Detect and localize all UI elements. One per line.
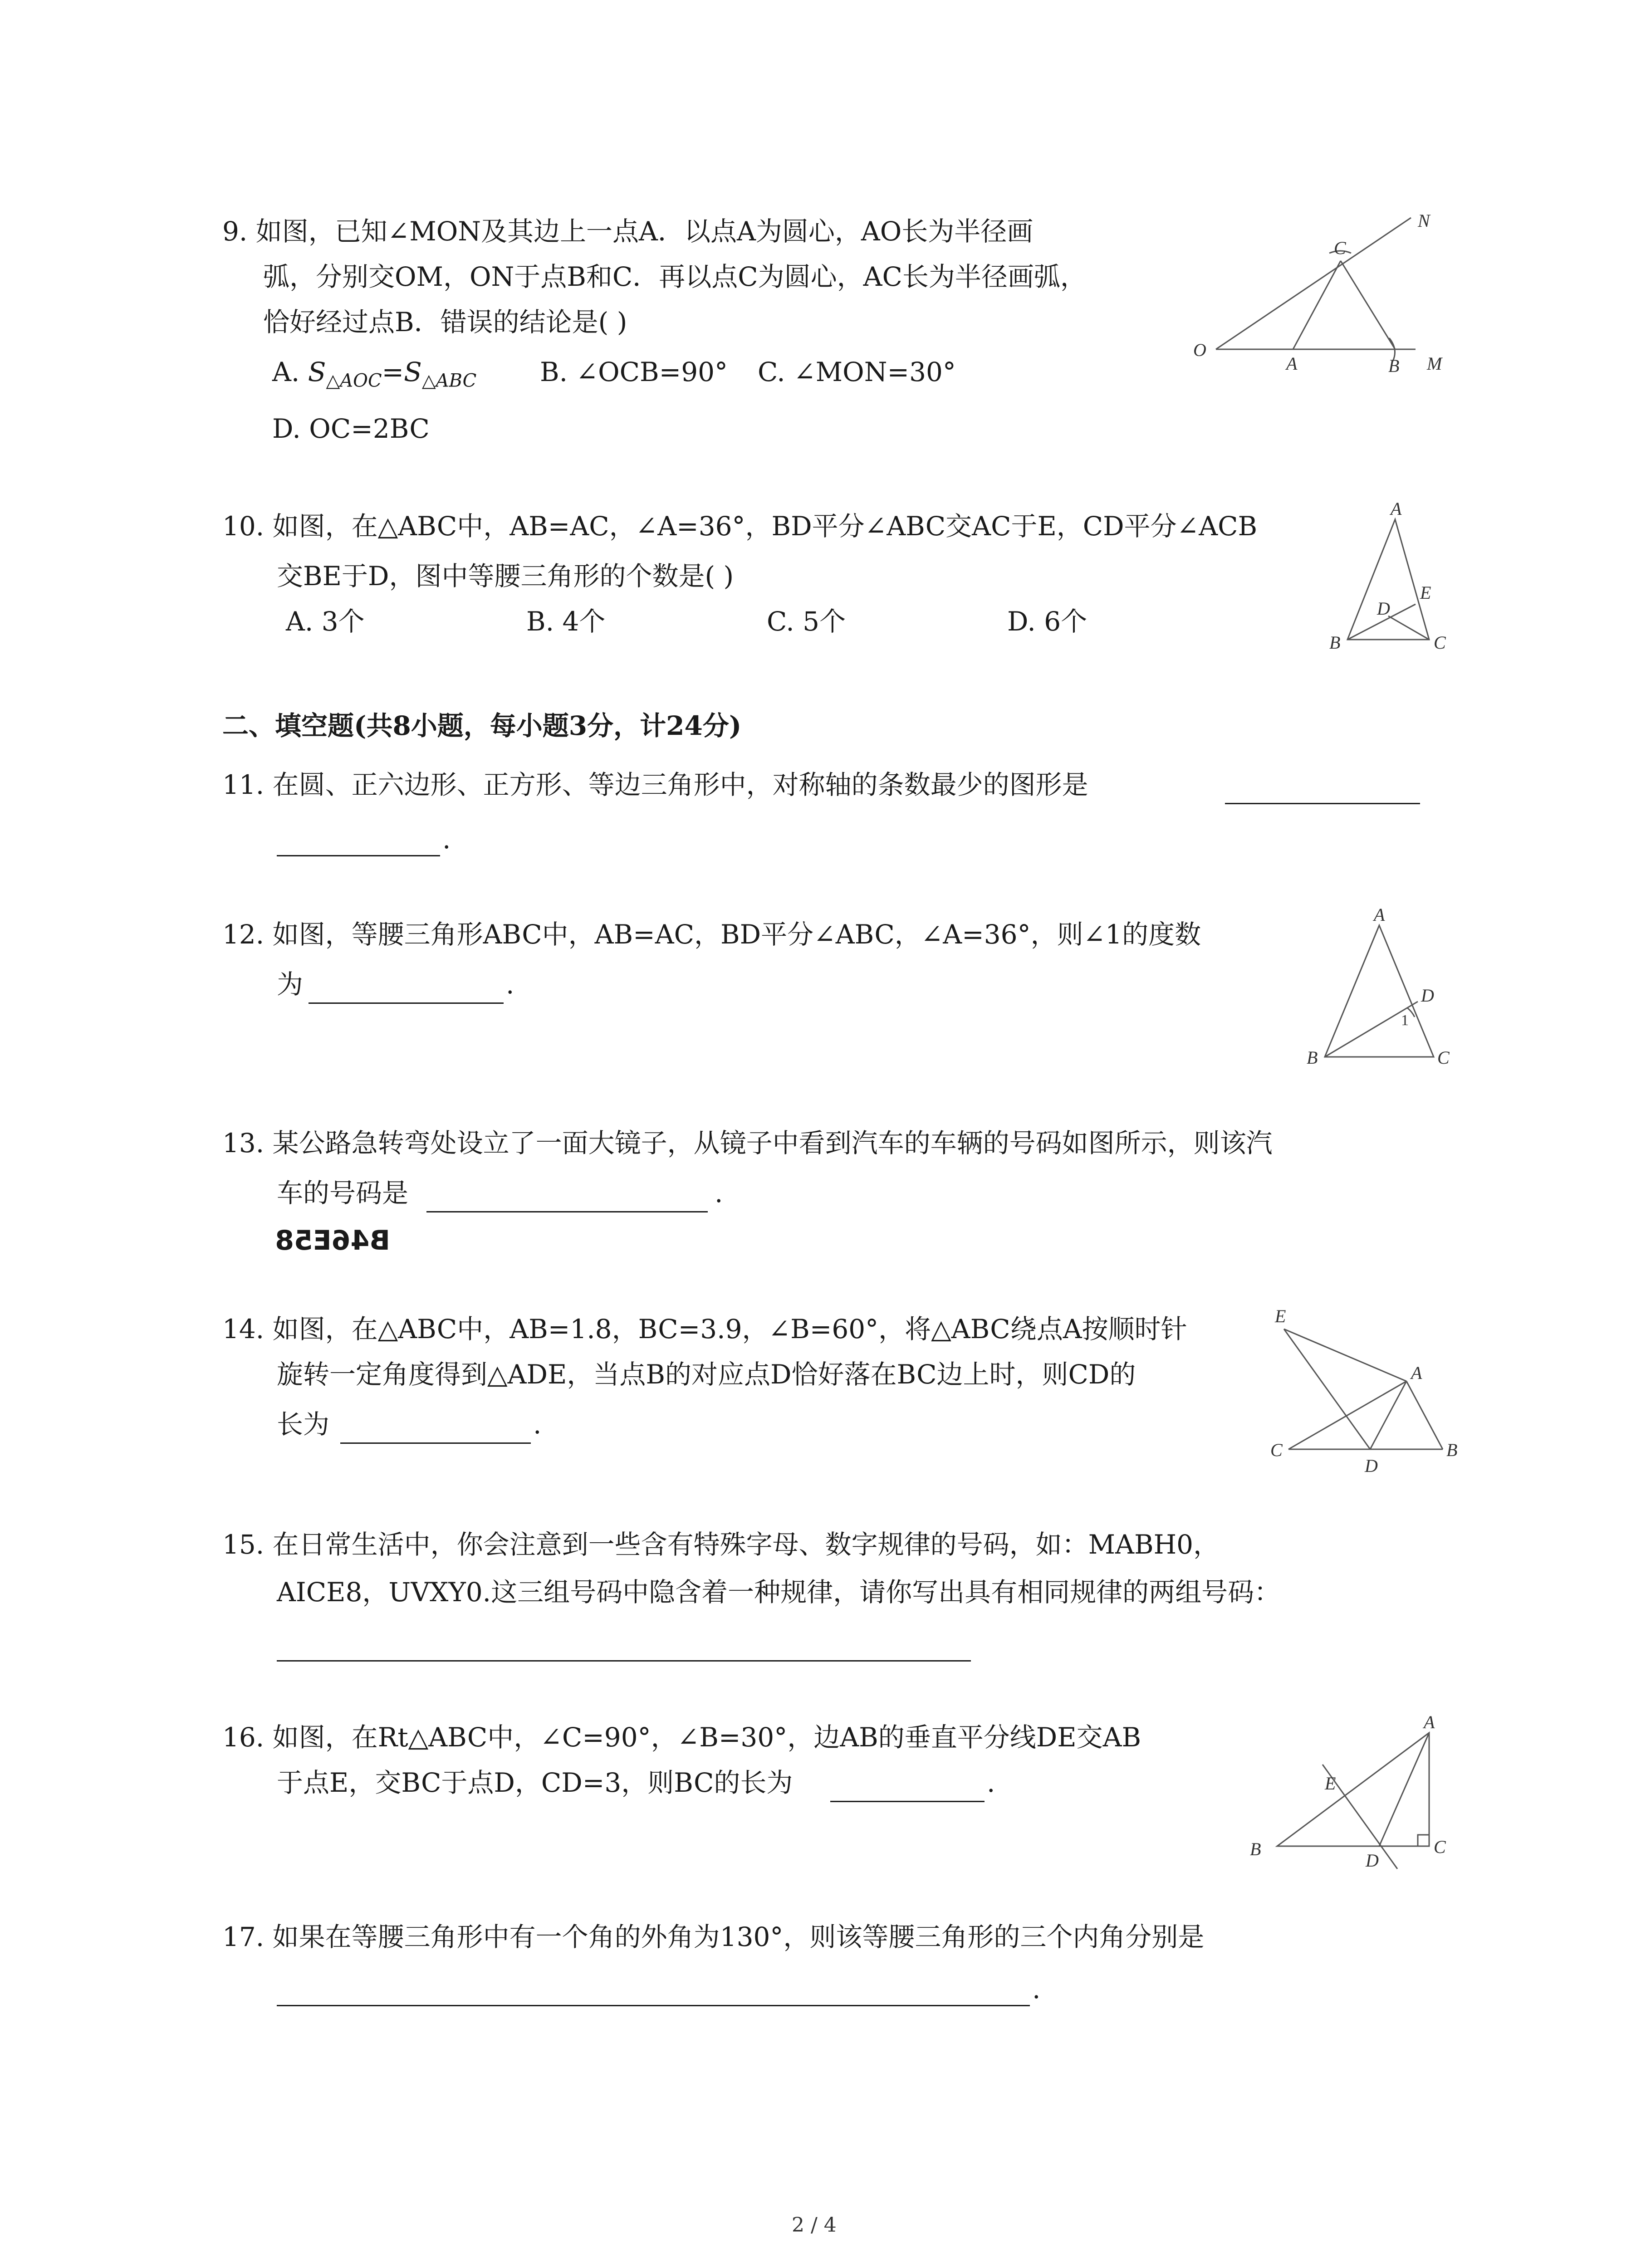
q9-line-2: 弧，分别交OM，ON于点B和C．再以点C为圆心，AC长为半径画弧， — [263, 261, 1087, 292]
q14-answer-blank[interactable] — [340, 1442, 531, 1444]
q9-option-a — [272, 354, 476, 399]
q10-figure — [1325, 499, 1461, 662]
q10-option-a: A. 3个 — [286, 606, 365, 637]
q9-option-a-prefix: A. — [272, 357, 308, 387]
q10-label-d: D — [1377, 598, 1390, 619]
q10-label-c: C — [1434, 632, 1446, 653]
q16-line-1: 16. 如图，在Rt△ABC中，∠C=90°，∠B=30°，边AB的垂直平分线DE交AB — [222, 1722, 1141, 1753]
q16-label-e: E — [1325, 1773, 1336, 1794]
q12-segment-bd — [1325, 1002, 1418, 1057]
q10-line-1: 10. 如图，在△ABC中，AB=AC，∠A=36°，BD平分∠ABC交AC于E，CD平分∠ACB — [222, 511, 1258, 542]
q13-line-2-start: 车的号码是 — [277, 1178, 409, 1208]
q12-triangle-abc — [1325, 925, 1434, 1057]
q9-option-b: B. ∠OCB=90° — [540, 357, 728, 387]
q16-right-angle-mark — [1418, 1835, 1429, 1846]
q17-line-1: 17. 如果在等腰三角形中有一个角的外角为130°，则该等腰三角形的三个内角分别是 — [222, 1921, 1205, 1952]
q11-answer-blank-1[interactable] — [1225, 803, 1420, 804]
q9-option-d: D. OC=2BC — [272, 413, 430, 444]
q10-triangle-abc — [1347, 519, 1429, 640]
q9-option-c: C. ∠MON=30° — [758, 357, 956, 387]
q14-line-2: 旋转一定角度得到△ADE，当点B的对应点D恰好落在BC边上时，则CD的 — [277, 1359, 1136, 1390]
q9-segment-ac — [1293, 261, 1341, 349]
q10-label-a: A — [1391, 499, 1402, 519]
q14-label-c: C — [1270, 1440, 1283, 1460]
q11-answer-blank-2[interactable] — [277, 855, 440, 856]
q16-label-c: C — [1434, 1837, 1446, 1857]
q12-label-angle-1: 1 — [1401, 1012, 1409, 1029]
q9-label-b: B — [1388, 356, 1400, 376]
q16-figure — [1234, 1706, 1470, 1878]
q13-answer-blank[interactable] — [426, 1211, 708, 1212]
q12-line-1: 12. 如图，等腰三角形ABC中，AB=AC，BD平分∠ABC，∠A=36°，则∠1的度数 — [222, 919, 1201, 950]
q9-line-1: 9. 如图，已知∠MON及其边上一点A．以点A为圆心，AO长为半径画 — [222, 216, 1034, 247]
q9-option-a-sub2: △ABC — [421, 370, 477, 391]
q12-label-d: D — [1421, 985, 1434, 1006]
q15-answer-blank[interactable] — [277, 1660, 971, 1662]
q12-answer-blank[interactable] — [309, 1002, 504, 1004]
q14-line-1: 14. 如图，在△ABC中，AB=1.8，BC=3.9，∠B=60°，将△ABC绕点A按顺时针 — [222, 1314, 1187, 1344]
q16-label-d: D — [1366, 1850, 1379, 1871]
q11-line-1: 11. 在圆、正六边形、正方形、等边三角形中，对称轴的条数最少的图形是 — [222, 769, 1088, 800]
q16-end-period: . — [987, 1767, 995, 1798]
q9-segment-cb — [1341, 261, 1395, 349]
q13-mirrored-plate: B46E58 — [275, 1225, 390, 1256]
q14-label-a: A — [1411, 1363, 1422, 1383]
q16-label-b: B — [1250, 1839, 1261, 1859]
q10-option-d: D. 6个 — [1007, 606, 1087, 637]
q9-label-n: N — [1418, 210, 1430, 231]
q9-option-a-s2: S — [404, 357, 422, 387]
q16-answer-blank[interactable] — [830, 1801, 985, 1802]
q14-figure — [1261, 1297, 1465, 1479]
q16-line-2-start: 于点E，交BC于点D，CD=3，则BC的长为 — [277, 1767, 793, 1798]
q12-figure — [1302, 903, 1452, 1080]
q16-triangle-abc — [1277, 1733, 1429, 1846]
q10-option-c: C. 5个 — [767, 606, 846, 637]
q12-label-b: B — [1307, 1047, 1318, 1068]
q13-line-1: 13. 某公路急转弯处设立了一面大镜子，从镜子中看到汽车的车辆的号码如图所示，则该汽 — [222, 1128, 1273, 1158]
q9-option-a-eq: = — [382, 357, 404, 387]
q10-line-2: 交BE于D，图中等腰三角形的个数是( ) — [277, 561, 734, 591]
q10-label-e: E — [1420, 582, 1431, 603]
q15-line-2: AICE8，UVXY0.这三组号码中隐含着一种规律，请你写出具有相同规律的两组号码： — [277, 1577, 1281, 1608]
q14-segment-ab — [1406, 1381, 1443, 1449]
q14-line-3-start: 长为 — [277, 1409, 330, 1440]
q12-label-c: C — [1437, 1047, 1450, 1068]
q9-label-c: C — [1334, 238, 1346, 258]
q10-label-b: B — [1329, 632, 1341, 653]
q9-option-a-sub1: △AOC — [326, 370, 382, 391]
q12-line-2-start: 为 — [277, 969, 304, 1000]
q10-option-b: B. 4个 — [526, 606, 606, 637]
q17-answer-blank[interactable] — [277, 2005, 1030, 2006]
q9-line-3: 恰好经过点B．错误的结论是( ) — [263, 307, 627, 337]
q11-end-period: . — [442, 824, 451, 855]
q14-label-b: B — [1446, 1440, 1458, 1460]
q9-label-m: M — [1427, 353, 1442, 374]
q9-option-a-s1: S — [308, 357, 326, 387]
section-2-title: 二、填空题(共8小题，每小题3分，计24分) — [222, 710, 742, 741]
q9-ray-on — [1216, 218, 1411, 349]
page-number: 2 / 4 — [792, 2214, 837, 2237]
q9-label-o: O — [1193, 340, 1206, 360]
q15-line-1: 15. 在日常生活中，你会注意到一些含有特殊字母、数字规律的号码，如：MABH0， — [222, 1529, 1220, 1560]
q16-segment-ad — [1379, 1733, 1429, 1846]
q12-label-a: A — [1374, 904, 1385, 925]
q14-label-e: E — [1275, 1306, 1286, 1326]
q16-label-a: A — [1424, 1712, 1435, 1732]
q13-end-period: . — [715, 1178, 723, 1208]
q17-end-period: . — [1032, 1974, 1041, 2004]
q9-label-a: A — [1286, 353, 1298, 374]
q14-label-d: D — [1365, 1456, 1378, 1476]
q14-end-period: . — [533, 1409, 542, 1440]
q12-end-period: . — [506, 969, 514, 1000]
q9-figure — [1180, 200, 1474, 381]
